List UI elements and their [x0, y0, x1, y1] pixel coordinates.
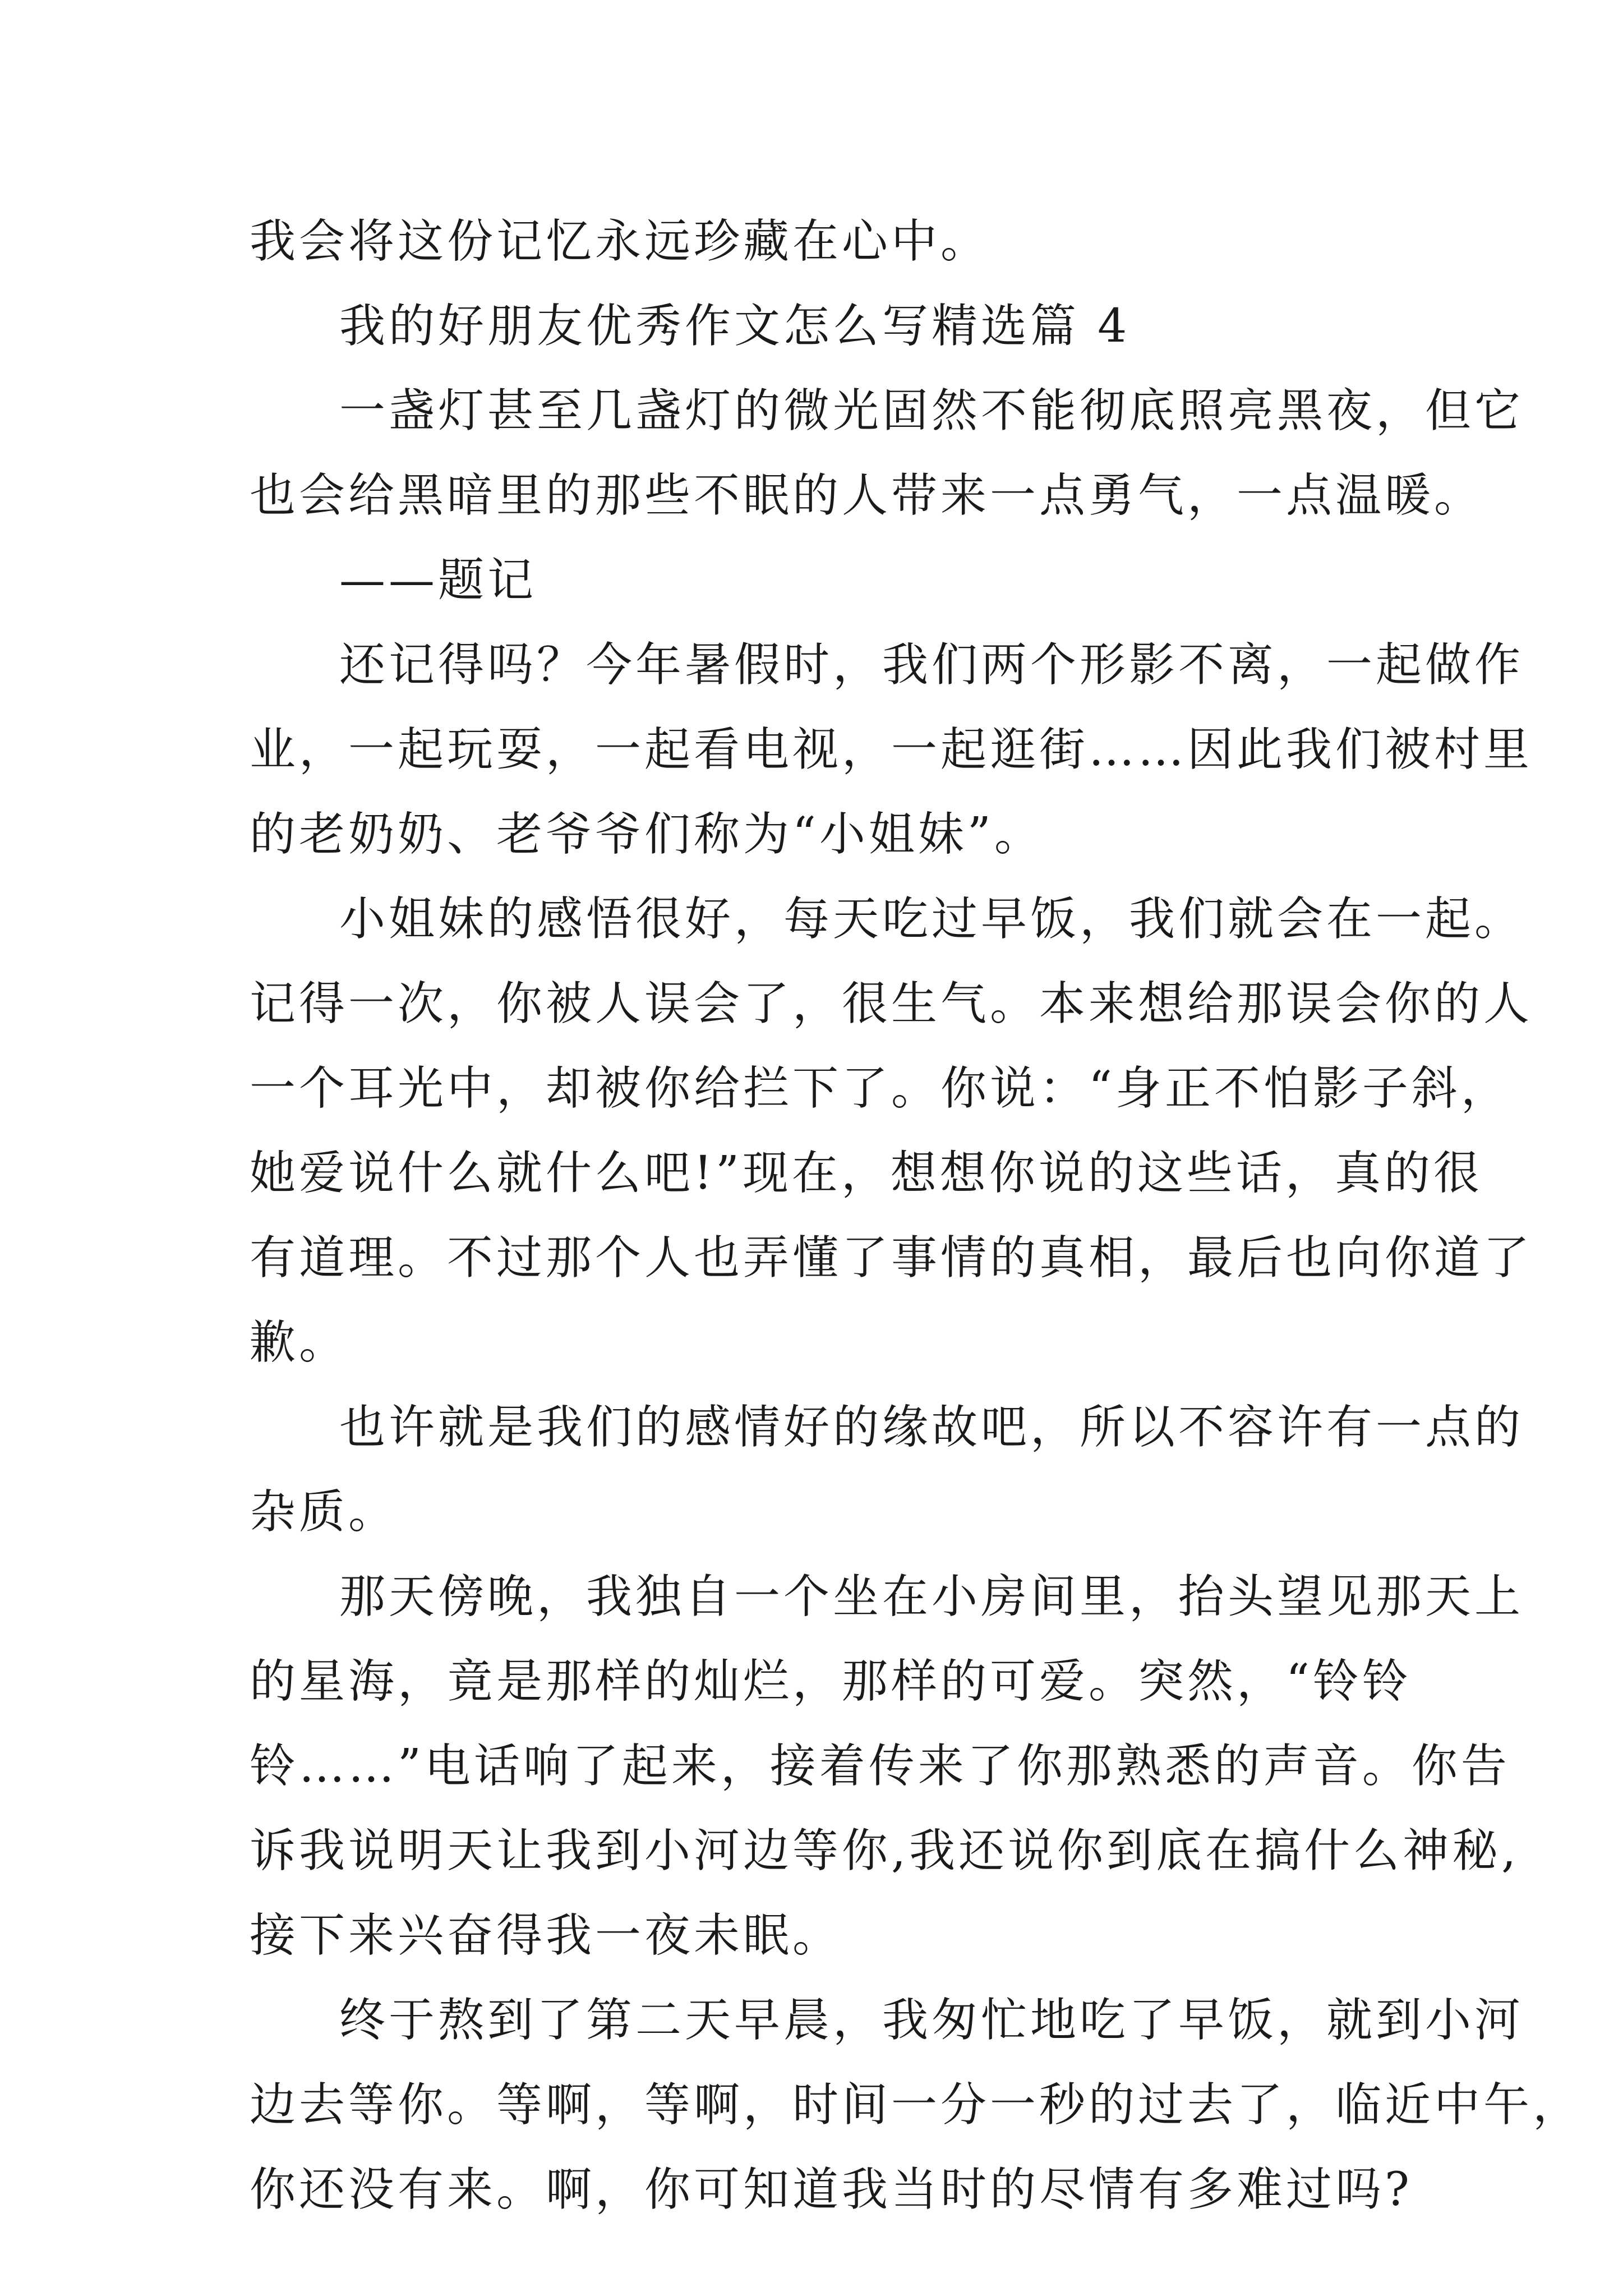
- text-line: 诉我说明天让我到小河边等你,我还说你到底在搞什么神秘,: [250, 1824, 1520, 1878]
- text-line: 的星海，竟是那样的灿烂，那样的可爱。突然，“铃铃: [250, 1655, 1412, 1708]
- text-line: 一个耳光中，却被你给拦下了。你说：“身正不怕影子斜，: [250, 1062, 1510, 1115]
- text-line: ——题记: [339, 554, 537, 607]
- text-line: 也会给黑暗里的那些不眠的人带来一点勇气，一点温暖。: [250, 469, 1484, 522]
- text-line: 的老奶奶、老爷爷们称为“小姐妹”。: [250, 808, 1044, 861]
- text-line: 接下来兴奋得我一夜未眠。: [250, 1909, 842, 1962]
- text-line: 杂质。: [250, 1485, 398, 1539]
- text-line: 业，一起玩耍，一起看电视，一起逛街……因此我们被村里: [250, 723, 1533, 776]
- article-text: [250, 199, 1583, 2232]
- text-line: 小姐妹的感悟很好，每天吃过早饭，我们就会在一起。: [339, 892, 1524, 946]
- text-line: 还记得吗？今年暑假时，我们两个形影不离，一起做作: [339, 638, 1524, 692]
- text-line: 那天傍晚，我独自一个坐在小房间里，抬头望见那天上: [339, 1570, 1524, 1623]
- text-line: 一盏灯甚至几盏灯的微光固然不能彻底照亮黑夜，但它: [339, 384, 1524, 438]
- text-line: 铃……”电话响了起来，接着传来了你那熟悉的声音。你告: [250, 1740, 1510, 1793]
- text-line: 终于熬到了第二天早晨，我匆忙地吃了早饭，就到小河: [339, 1994, 1524, 2047]
- text-line: 你还没有来。啊，你可知道我当时的尽情有多难过吗?: [250, 2163, 1413, 2216]
- text-line: 我会将这份记忆永远珍藏在心中。: [250, 215, 990, 268]
- text-line: 边去等你。等啊，等啊，时间一分一秒的过去了，临近中午，: [250, 2078, 1583, 2132]
- text-line: 记得一次，你被人误会了，很生气。本来想给那误会你的人: [250, 977, 1533, 1030]
- text-line: 我的好朋友优秀作文怎么写精选篇 4: [339, 300, 1131, 353]
- text-line: 有道理。不过那个人也弄懂了事情的真相，最后也向你道了: [250, 1231, 1533, 1285]
- text-line: 也许就是我们的感情好的缘故吧，所以不容许有一点的: [339, 1401, 1524, 1454]
- text-line: 她爱说什么就什么吧!”现在，想想你说的这些话，真的很: [250, 1147, 1483, 1200]
- text-line: 歉。: [250, 1316, 349, 1369]
